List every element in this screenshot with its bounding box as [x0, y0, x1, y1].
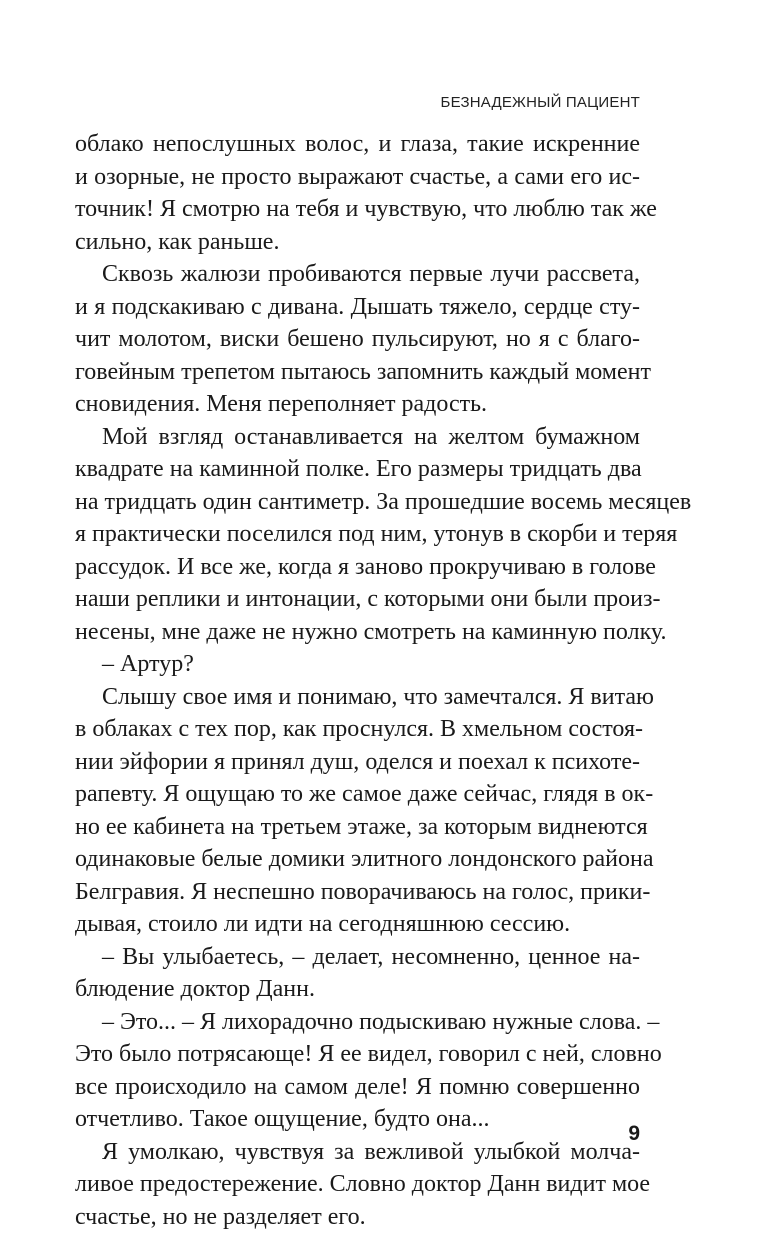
- text-line: блюдение доктор Данн.: [75, 976, 315, 1002]
- text-line: точник! Я смотрю на тебя и чувствую, что люблю так же: [75, 196, 657, 222]
- page-number: 9: [628, 1122, 640, 1145]
- text-line: одинаковые белые домики элитного лондонского района: [75, 846, 654, 872]
- text-line: нии эйфории я принял душ, оделся и поехал к психоте-: [75, 748, 640, 775]
- text-line: на тридцать один сантиметр. За прошедшие восемь месяцев: [75, 488, 692, 515]
- text-line: сильно, как раньше.: [75, 228, 280, 255]
- running-head: БЕЗНАДЕЖНЫЙ ПАЦИЕНТ: [440, 94, 640, 111]
- text-line: но ее кабинета на третьем этаже, за которым виднеются: [75, 813, 648, 840]
- text-line: сновидения. Меня переполняет радость.: [75, 391, 488, 417]
- text-line: и я подскакиваю с дивана. Дышать тяжело, сердце сту-: [75, 293, 640, 320]
- text-line: – Это... – Я лихорадочно подыскиваю нужные слова. –: [102, 1008, 660, 1035]
- text-line: наши реплики и интонации, с которыми они были произ-: [75, 586, 661, 612]
- text-line: в облаках с тех пор, как проснулся. В хмельном состоя-: [75, 716, 643, 742]
- text-line: Мой взгляд останавливается на желтом бумажном: [102, 423, 640, 450]
- text-line: Слышу свое имя и понимаю, что замечтался. Я витаю: [102, 683, 654, 710]
- text-line: Белгравия. Я неспешно поворачиваюсь на голос, прики-: [75, 878, 651, 905]
- text-line: отчетливо. Такое ощущение, будто она...: [75, 1106, 490, 1132]
- body-text: [75, 128, 692, 1233]
- text-line: несены, мне даже не нужно смотреть на каминную полку.: [75, 618, 667, 645]
- text-line: Это было потрясающе! Я ее видел, говорил с ней, словно: [75, 1041, 662, 1067]
- text-line: чит молотом, виски бешено пульсируют, но я с благо-: [75, 326, 640, 352]
- text-line: квадрате на каминной полке. Его размеры тридцать два: [75, 456, 642, 482]
- text-line: говейным трепетом пытаюсь запомнить каждый момент: [75, 358, 651, 385]
- text-line: счастье, но не разделяет его.: [75, 1203, 366, 1230]
- text-line: – Артур?: [102, 651, 194, 677]
- text-line: облако непослушных волос, и глаза, такие искренние: [75, 131, 640, 157]
- text-line: рассудок. И все же, когда я заново прокручиваю в голове: [75, 553, 656, 580]
- text-line: Сквозь жалюзи пробиваются первые лучи рассвета,: [102, 261, 640, 287]
- text-line: Я умолкаю, чувствуя за вежливой улыбкой молча-: [102, 1138, 640, 1165]
- text-line: – Вы улыбаетесь, – делает, несомненно, ценное на-: [102, 943, 640, 970]
- text-line: я практически поселился под ним, утонув в скорби и теряя: [75, 521, 678, 547]
- text-line: рапевту. Я ощущаю то же самое даже сейчас, глядя в ок-: [75, 781, 654, 807]
- text-line: дывая, стоило ли идти на сегодняшнюю сессию.: [75, 911, 571, 937]
- text-line: ливое предостережение. Словно доктор Данн видит мое: [75, 1171, 651, 1197]
- text-line: и озорные, не просто выражают счастье, а сами его ис-: [75, 163, 640, 190]
- text-line: все происходило на самом деле! Я помню совершенно: [75, 1073, 640, 1100]
